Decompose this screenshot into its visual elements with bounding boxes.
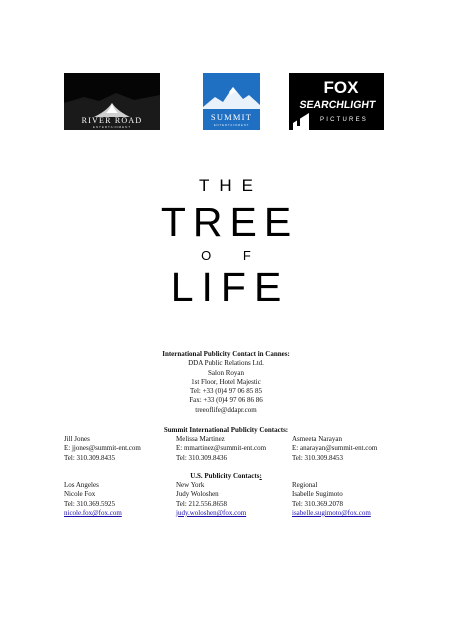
- contact-tel: Tel: 310.309.8435: [64, 453, 116, 462]
- cannes-line: 1st Floor, Hotel Majestic: [191, 377, 261, 386]
- contact-tel: Tel: 310.369.5925: [64, 499, 116, 508]
- summit-contact-3: [292, 435, 377, 463]
- cannes-heading: International Publicity Contact in Cannes:: [162, 350, 290, 358]
- us-heading-text: U.S. Publicity Contacts: [190, 472, 260, 480]
- summit-subtitle: ENTERTAINMENT: [213, 123, 250, 127]
- contact-tel: Tel: 310.309.8453: [292, 453, 344, 462]
- contact-tel: Tel: 310.309.8436: [176, 453, 228, 462]
- contact-email: E: jjones@summit-ent.com: [64, 444, 141, 453]
- contact-name: Melissa Martinez: [176, 435, 225, 443]
- contact-tel: Tel: 212.556.8658: [176, 499, 228, 508]
- contact-region: Los Angeles: [64, 481, 99, 489]
- title-of: O F: [201, 248, 265, 263]
- us-contact-la: [64, 481, 122, 518]
- cannes-line: Fax: +33 (0)4 97 06 86 86: [189, 396, 263, 405]
- contact-region: New York: [176, 481, 205, 489]
- title-tree: TREE: [160, 199, 299, 245]
- contact-tel: Tel: 310.369.2078: [292, 499, 344, 508]
- fox-searchlight-logo: [289, 73, 384, 130]
- cannes-contact-block: [0, 350, 452, 415]
- email-link[interactable]: judy.woloshen@fox.com: [176, 508, 247, 517]
- us-contact-ny: [176, 481, 246, 518]
- contact-email: E: mmartinez@summit-ent.com: [176, 444, 267, 453]
- email-link[interactable]: isabelle.sugimoto@fox.com: [292, 508, 371, 517]
- us-publicity-heading: [0, 472, 452, 481]
- title-life: LIFE: [170, 264, 290, 310]
- summit-logo: [203, 73, 260, 130]
- title-the: THE: [199, 176, 263, 195]
- river-road-subtitle: ENTERTAINMENT: [92, 125, 132, 129]
- summit-wordmark: SUMMIT: [210, 112, 253, 122]
- pictures-wordmark: PICTURES: [320, 117, 368, 123]
- email-link[interactable]: nicole.fox@fox.com: [64, 508, 122, 517]
- contact-name: Judy Woloshen: [176, 490, 219, 499]
- contact-name: Jill Jones: [64, 435, 90, 443]
- contact-email: E: anarayan@summit-ent.com: [292, 444, 378, 453]
- us-contact-regional: [292, 481, 371, 518]
- contact-name: Nicole Fox: [64, 490, 96, 499]
- fox-wordmark: FOX: [323, 78, 359, 97]
- summit-intl-heading: Summit International Publicity Contacts:: [163, 426, 289, 434]
- cannes-email: treeoflife@ddapr.com: [195, 405, 257, 414]
- river-road-wordmark: RIVER ROAD: [81, 116, 143, 125]
- river-road-logo: [64, 73, 160, 130]
- searchlight-wordmark: SEARCHLIGHT: [298, 99, 377, 111]
- contact-name: Asmeeta Narayan: [292, 435, 342, 443]
- us-heading-colon: :: [259, 472, 262, 480]
- summit-contact-2: [176, 435, 266, 463]
- cannes-line: Tel: +33 (0)4 97 06 85 85: [190, 387, 262, 396]
- cannes-line: Salon Royan: [208, 368, 244, 377]
- contact-name: Isabelle Sugimoto: [292, 490, 343, 499]
- contact-region: Regional: [292, 481, 318, 489]
- cannes-line: DDA Public Relations Ltd.: [188, 359, 264, 368]
- summit-contact-1: [64, 435, 141, 463]
